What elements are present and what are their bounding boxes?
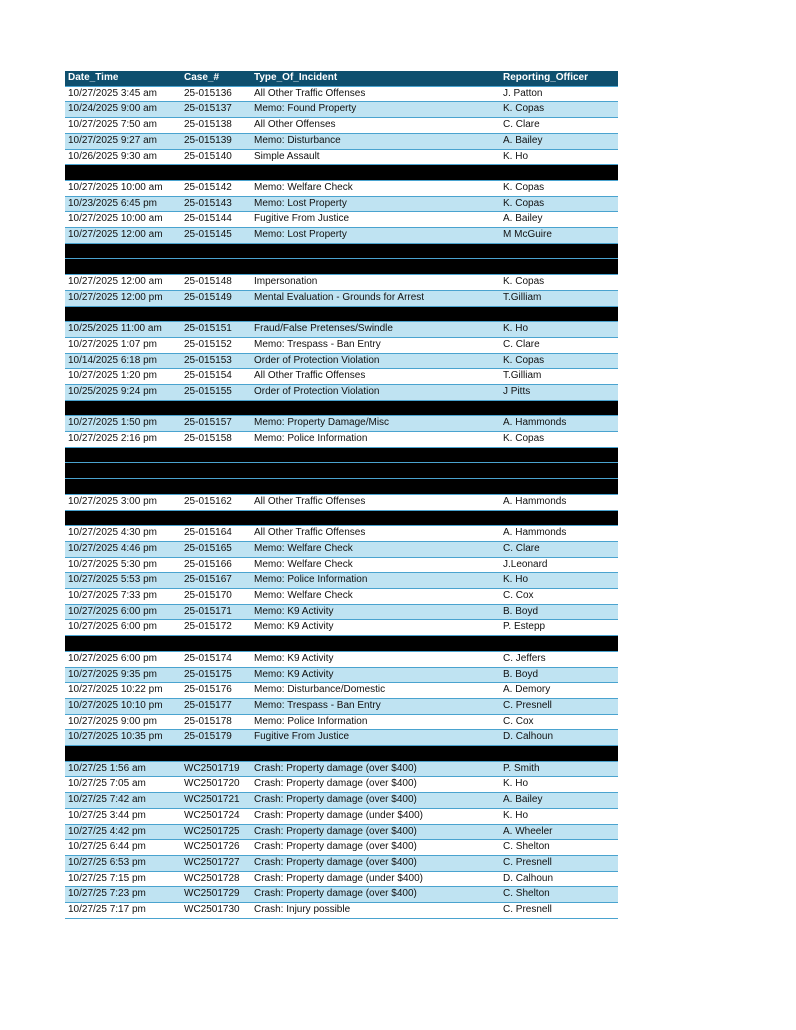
incident-type-cell: Memo: Found Property bbox=[254, 103, 357, 115]
incident-type-cell: Simple Assault bbox=[254, 150, 320, 162]
table-row bbox=[65, 557, 618, 573]
date-time-cell: 10/27/2025 9:27 am bbox=[68, 134, 157, 146]
table-row bbox=[65, 589, 618, 605]
date-time-cell: 10/27/2025 9:00 pm bbox=[68, 715, 157, 727]
table-row bbox=[65, 494, 618, 510]
officer-cell: A. Hammonds bbox=[503, 495, 567, 507]
case-number-cell: 25-015151 bbox=[184, 323, 232, 335]
date-time-cell: 10/27/2025 10:35 pm bbox=[68, 731, 163, 743]
officer-cell: A. Bailey bbox=[503, 794, 543, 806]
date-time-cell: 10/27/2025 10:10 pm bbox=[68, 699, 163, 711]
incident-type-cell: Memo: Disturbance/Domestic bbox=[254, 684, 386, 696]
date-time-cell: 10/27/25 7:15 pm bbox=[68, 872, 146, 884]
date-time-cell: 10/27/25 7:17 pm bbox=[68, 904, 146, 916]
incident-type-cell: Memo: Lost Property bbox=[254, 229, 347, 241]
case-number-cell: 25-015178 bbox=[184, 715, 232, 727]
redacted-row bbox=[65, 510, 618, 526]
officer-cell: J.Leonard bbox=[503, 558, 548, 570]
officer-cell: A. Hammonds bbox=[503, 417, 567, 429]
date-time-cell: 10/27/2025 4:30 pm bbox=[68, 527, 157, 539]
officer-cell: C. Presnell bbox=[503, 904, 552, 916]
date-time-cell: 10/14/2025 6:18 pm bbox=[68, 354, 157, 366]
date-time-cell: 10/27/2025 4:46 pm bbox=[68, 542, 157, 554]
redacted-bar bbox=[65, 259, 618, 275]
redacted-row bbox=[65, 636, 618, 652]
incident-type-cell: All Other Traffic Offenses bbox=[254, 527, 366, 539]
officer-cell: A. Wheeler bbox=[503, 825, 553, 837]
officer-cell: M McGuire bbox=[503, 229, 552, 241]
incident-type-cell: All Other Offenses bbox=[254, 119, 336, 131]
table-row bbox=[65, 526, 618, 542]
incident-type-cell: Crash: Property damage (over $400) bbox=[254, 778, 417, 790]
case-number-cell: WC2501725 bbox=[184, 825, 240, 837]
table-row bbox=[65, 118, 618, 134]
incident-type-cell: Crash: Property damage (under $400) bbox=[254, 809, 423, 821]
date-time-cell: 10/25/2025 11:00 am bbox=[68, 323, 162, 335]
officer-cell: K. Copas bbox=[503, 181, 545, 193]
date-time-cell: 10/27/2025 5:53 pm bbox=[68, 574, 157, 586]
case-number-cell: 25-015137 bbox=[184, 103, 232, 115]
incident-type-cell: Fugitive From Justice bbox=[254, 213, 350, 225]
incident-type-cell: Memo: Welfare Check bbox=[254, 542, 353, 554]
case-number-cell: WC2501719 bbox=[184, 762, 240, 774]
incident-type-cell: All Other Traffic Offenses bbox=[254, 87, 366, 99]
redacted-bar bbox=[65, 400, 618, 416]
case-number-cell: 25-015145 bbox=[184, 229, 232, 241]
case-number-cell: 25-015138 bbox=[184, 119, 232, 131]
officer-cell: C. Shelton bbox=[503, 888, 550, 900]
incident-type-cell: Memo: Trespass - Ban Entry bbox=[254, 699, 381, 711]
date-time-cell: 10/27/2025 6:00 pm bbox=[68, 605, 157, 617]
table-row bbox=[65, 212, 618, 228]
incident-type-cell: Memo: Welfare Check bbox=[254, 590, 353, 602]
date-time-cell: 10/27/2025 10:00 am bbox=[68, 213, 163, 225]
table-body bbox=[65, 86, 618, 918]
officer-cell: K. Ho bbox=[503, 574, 529, 586]
table-row bbox=[65, 871, 618, 887]
incident-type-cell: Memo: Police Information bbox=[254, 433, 368, 445]
officer-cell: K. Ho bbox=[503, 150, 529, 162]
officer-cell: K. Copas bbox=[503, 276, 545, 288]
date-time-cell: 10/27/2025 3:45 am bbox=[68, 87, 157, 99]
redacted-row bbox=[65, 479, 618, 495]
incident-type-cell: Memo: Police Information bbox=[254, 715, 368, 727]
table-row bbox=[65, 855, 618, 871]
case-number-cell: 25-015155 bbox=[184, 386, 232, 397]
case-number-cell: 25-015172 bbox=[184, 621, 232, 633]
table-row bbox=[65, 86, 618, 102]
table-row bbox=[65, 180, 618, 196]
incident-type-cell: Memo: Welfare Check bbox=[254, 558, 353, 570]
date-time-cell: 10/27/25 1:56 am bbox=[68, 762, 146, 774]
redacted-row bbox=[65, 400, 618, 416]
officer-cell: C. Clare bbox=[503, 119, 540, 131]
table-row bbox=[65, 149, 618, 165]
case-number-cell: 25-015139 bbox=[184, 134, 232, 146]
header-reporting-officer: Reporting_Officer bbox=[503, 72, 589, 83]
table-row bbox=[65, 683, 618, 699]
case-number-cell: 25-015136 bbox=[184, 87, 232, 99]
case-number-cell: 25-015177 bbox=[184, 699, 232, 711]
incident-type-cell: Memo: Trespass - Ban Entry bbox=[254, 338, 381, 350]
table-row bbox=[65, 416, 618, 432]
table-row bbox=[65, 604, 618, 620]
officer-cell: K. Copas bbox=[503, 354, 545, 366]
table-row bbox=[65, 275, 618, 291]
officer-cell: P. Estepp bbox=[503, 621, 546, 633]
case-number-cell: 25-015153 bbox=[184, 354, 232, 366]
incident-type-cell: Memo: K9 Activity bbox=[254, 652, 334, 664]
date-time-cell: 10/27/25 3:44 pm bbox=[68, 809, 146, 821]
case-number-cell: 25-015174 bbox=[184, 652, 232, 664]
officer-cell: K. Copas bbox=[503, 433, 545, 445]
officer-cell: C. Cox bbox=[503, 715, 534, 727]
case-number-cell: WC2501730 bbox=[184, 904, 240, 916]
date-time-cell: 10/27/2025 10:00 am bbox=[68, 181, 163, 193]
officer-cell: D. Calhoun bbox=[503, 872, 554, 884]
case-number-cell: 25-015157 bbox=[184, 417, 232, 429]
date-time-cell: 10/23/2025 6:45 pm bbox=[68, 197, 157, 209]
table-row bbox=[65, 196, 618, 212]
case-number-cell: WC2501727 bbox=[184, 856, 240, 868]
case-number-cell: WC2501721 bbox=[184, 794, 240, 806]
incident-type-cell: Crash: Property damage (over $400) bbox=[254, 856, 417, 868]
case-number-cell: WC2501728 bbox=[184, 872, 240, 884]
officer-cell: C. Clare bbox=[503, 542, 540, 554]
table-row bbox=[65, 541, 618, 557]
officer-cell: C. Presnell bbox=[503, 856, 552, 868]
table-row bbox=[65, 369, 618, 385]
case-number-cell: 25-015176 bbox=[184, 684, 232, 696]
case-number-cell: 25-015149 bbox=[184, 291, 232, 303]
redacted-bar bbox=[65, 463, 618, 479]
redacted-bar bbox=[65, 746, 618, 762]
incident-type-cell: Crash: Property damage (over $400) bbox=[254, 794, 417, 806]
incident-type-cell: All Other Traffic Offenses bbox=[254, 370, 366, 382]
header-type-of-incident: Type_Of_Incident bbox=[254, 72, 338, 83]
case-number-cell: 25-015167 bbox=[184, 574, 232, 586]
officer-cell: D. Calhoun bbox=[503, 731, 554, 743]
incident-type-cell: Memo: Police Information bbox=[254, 574, 368, 586]
table-row bbox=[65, 903, 618, 919]
date-time-cell: 10/27/2025 9:35 pm bbox=[68, 668, 157, 680]
incident-type-cell: Memo: K9 Activity bbox=[254, 605, 334, 617]
incident-type-cell: Memo: Property Damage/Misc bbox=[254, 417, 390, 429]
table-row bbox=[65, 730, 618, 746]
table-row bbox=[65, 573, 618, 589]
redacted-bar bbox=[65, 479, 618, 495]
incident-type-cell: Crash: Injury possible bbox=[254, 904, 351, 916]
case-number-cell: 25-015165 bbox=[184, 542, 232, 554]
officer-cell: C. Shelton bbox=[503, 841, 550, 853]
officer-cell: K. Ho bbox=[503, 323, 529, 335]
case-number-cell: 25-015148 bbox=[184, 276, 232, 288]
date-time-cell: 10/27/2025 1:07 pm bbox=[68, 338, 157, 350]
header-case-number: Case_# bbox=[184, 72, 220, 83]
officer-cell: J. Patton bbox=[503, 87, 543, 99]
table-row bbox=[65, 793, 618, 809]
case-number-cell: 25-015166 bbox=[184, 558, 232, 570]
date-time-cell: 10/27/2025 1:50 pm bbox=[68, 417, 157, 429]
redacted-bar bbox=[65, 306, 618, 322]
redacted-row bbox=[65, 447, 618, 463]
table-row bbox=[65, 887, 618, 903]
officer-cell: K. Copas bbox=[503, 197, 545, 209]
header-date-time: Date_Time bbox=[68, 72, 119, 83]
officer-cell: A. Bailey bbox=[503, 213, 543, 225]
date-time-cell: 10/27/2025 7:50 am bbox=[68, 119, 157, 131]
case-number-cell: 25-015143 bbox=[184, 197, 232, 209]
incident-type-cell: Order of Protection Violation bbox=[254, 386, 380, 397]
case-number-cell: 25-015152 bbox=[184, 338, 232, 350]
date-time-cell: 10/27/2025 1:20 pm bbox=[68, 370, 157, 382]
table-row bbox=[65, 322, 618, 338]
incident-type-cell: Memo: Welfare Check bbox=[254, 181, 353, 193]
date-time-cell: 10/27/25 7:05 am bbox=[68, 778, 146, 790]
header-row bbox=[65, 71, 618, 86]
table-row bbox=[65, 824, 618, 840]
date-time-cell: 10/27/2025 6:00 pm bbox=[68, 621, 157, 633]
date-time-cell: 10/27/2025 7:33 pm bbox=[68, 590, 157, 602]
officer-cell: T.Gilliam bbox=[503, 291, 542, 303]
incident-type-cell: All Other Traffic Offenses bbox=[254, 495, 366, 507]
incident-type-cell: Fugitive From Justice bbox=[254, 731, 350, 743]
case-number-cell: 25-015154 bbox=[184, 370, 232, 382]
table-row bbox=[65, 808, 618, 824]
date-time-cell: 10/27/2025 2:16 pm bbox=[68, 433, 157, 445]
case-number-cell: WC2501724 bbox=[184, 809, 240, 821]
date-time-cell: 10/24/2025 9:00 am bbox=[68, 103, 157, 115]
redacted-row bbox=[65, 463, 618, 479]
table-row bbox=[65, 714, 618, 730]
table-row bbox=[65, 102, 618, 118]
incident-type-cell: Crash: Property damage (over $400) bbox=[254, 841, 417, 853]
redacted-row bbox=[65, 165, 618, 181]
officer-cell: A. Demory bbox=[503, 684, 551, 696]
case-number-cell: 25-015142 bbox=[184, 181, 232, 193]
officer-cell: B. Boyd bbox=[503, 605, 539, 617]
date-time-cell: 10/27/25 4:42 pm bbox=[68, 825, 146, 837]
case-number-cell: 25-015140 bbox=[184, 150, 232, 162]
officer-cell: K. Ho bbox=[503, 809, 529, 821]
case-number-cell: 25-015162 bbox=[184, 495, 232, 507]
table-row bbox=[65, 133, 618, 149]
incident-type-cell: Memo: K9 Activity bbox=[254, 668, 334, 680]
redacted-bar bbox=[65, 165, 618, 181]
table-row bbox=[65, 432, 618, 448]
officer-cell: C. Presnell bbox=[503, 699, 552, 711]
incident-type-cell: Crash: Property damage (over $400) bbox=[254, 762, 417, 774]
incident-type-cell: Crash: Property damage (over $400) bbox=[254, 888, 417, 900]
case-number-cell: WC2501729 bbox=[184, 888, 240, 900]
officer-cell: C. Clare bbox=[503, 338, 540, 350]
date-time-cell: 10/27/25 7:42 am bbox=[68, 794, 146, 806]
redacted-row bbox=[65, 259, 618, 275]
date-time-cell: 10/27/2025 10:22 pm bbox=[68, 684, 163, 696]
officer-cell: T.Gilliam bbox=[503, 370, 542, 382]
case-number-cell: 25-015164 bbox=[184, 527, 232, 539]
table-row bbox=[65, 353, 618, 369]
incident-type-cell: Crash: Property damage (over $400) bbox=[254, 825, 417, 837]
case-number-cell: WC2501726 bbox=[184, 841, 240, 853]
table-row bbox=[65, 840, 618, 856]
incident-type-cell: Memo: K9 Activity bbox=[254, 621, 334, 633]
date-time-cell: 10/27/2025 12:00 am bbox=[68, 276, 163, 288]
officer-cell: K. Copas bbox=[503, 103, 545, 115]
date-time-cell: 10/25/2025 9:24 pm bbox=[68, 386, 157, 397]
table-row bbox=[65, 385, 618, 401]
date-time-cell: 10/27/25 6:44 pm bbox=[68, 841, 146, 853]
date-time-cell: 10/27/2025 6:00 pm bbox=[68, 652, 157, 664]
incident-type-cell: Memo: Disturbance bbox=[254, 134, 341, 146]
redacted-row bbox=[65, 306, 618, 322]
date-time-cell: 10/26/2025 9:30 am bbox=[68, 150, 157, 162]
table-row bbox=[65, 620, 618, 636]
table-row bbox=[65, 651, 618, 667]
officer-cell: C. Cox bbox=[503, 590, 534, 602]
redacted-bar bbox=[65, 510, 618, 526]
table-row bbox=[65, 777, 618, 793]
officer-cell: P. Smith bbox=[503, 762, 540, 774]
table-row bbox=[65, 761, 618, 777]
incident-type-cell: Memo: Lost Property bbox=[254, 197, 347, 209]
date-time-cell: 10/27/2025 12:00 pm bbox=[68, 291, 163, 303]
officer-cell: C. Jeffers bbox=[503, 652, 546, 664]
incident-type-cell: Fraud/False Pretenses/Swindle bbox=[254, 323, 393, 335]
table-row bbox=[65, 667, 618, 683]
officer-cell: A. Bailey bbox=[503, 134, 543, 146]
case-number-cell: 25-015158 bbox=[184, 433, 232, 445]
case-number-cell: 25-015144 bbox=[184, 213, 232, 225]
table-row bbox=[65, 337, 618, 353]
officer-cell: A. Hammonds bbox=[503, 527, 567, 539]
redacted-row bbox=[65, 746, 618, 762]
case-number-cell: WC2501720 bbox=[184, 778, 240, 790]
date-time-cell: 10/27/25 7:23 pm bbox=[68, 888, 146, 900]
incident-type-cell: Crash: Property damage (under $400) bbox=[254, 872, 423, 884]
date-time-cell: 10/27/2025 3:00 pm bbox=[68, 495, 157, 507]
case-number-cell: 25-015179 bbox=[184, 731, 232, 743]
incident-table bbox=[65, 71, 618, 919]
table-row bbox=[65, 228, 618, 244]
redacted-bar bbox=[65, 243, 618, 259]
officer-cell: K. Ho bbox=[503, 778, 529, 790]
table-row bbox=[65, 698, 618, 714]
redacted-bar bbox=[65, 636, 618, 652]
incident-type-cell: Impersonation bbox=[254, 276, 318, 288]
incident-type-cell: Mental Evaluation - Grounds for Arrest bbox=[254, 291, 425, 303]
officer-cell: J Pitts bbox=[503, 386, 531, 397]
date-time-cell: 10/27/2025 12:00 am bbox=[68, 229, 163, 241]
officer-cell: B. Boyd bbox=[503, 668, 539, 680]
case-number-cell: 25-015171 bbox=[184, 605, 232, 617]
case-number-cell: 25-015170 bbox=[184, 590, 232, 602]
date-time-cell: 10/27/25 6:53 pm bbox=[68, 856, 146, 868]
date-time-cell: 10/27/2025 5:30 pm bbox=[68, 558, 157, 570]
redacted-row bbox=[65, 243, 618, 259]
table-row bbox=[65, 290, 618, 306]
redacted-bar bbox=[65, 447, 618, 463]
case-number-cell: 25-015175 bbox=[184, 668, 232, 680]
incident-type-cell: Order of Protection Violation bbox=[254, 354, 380, 366]
